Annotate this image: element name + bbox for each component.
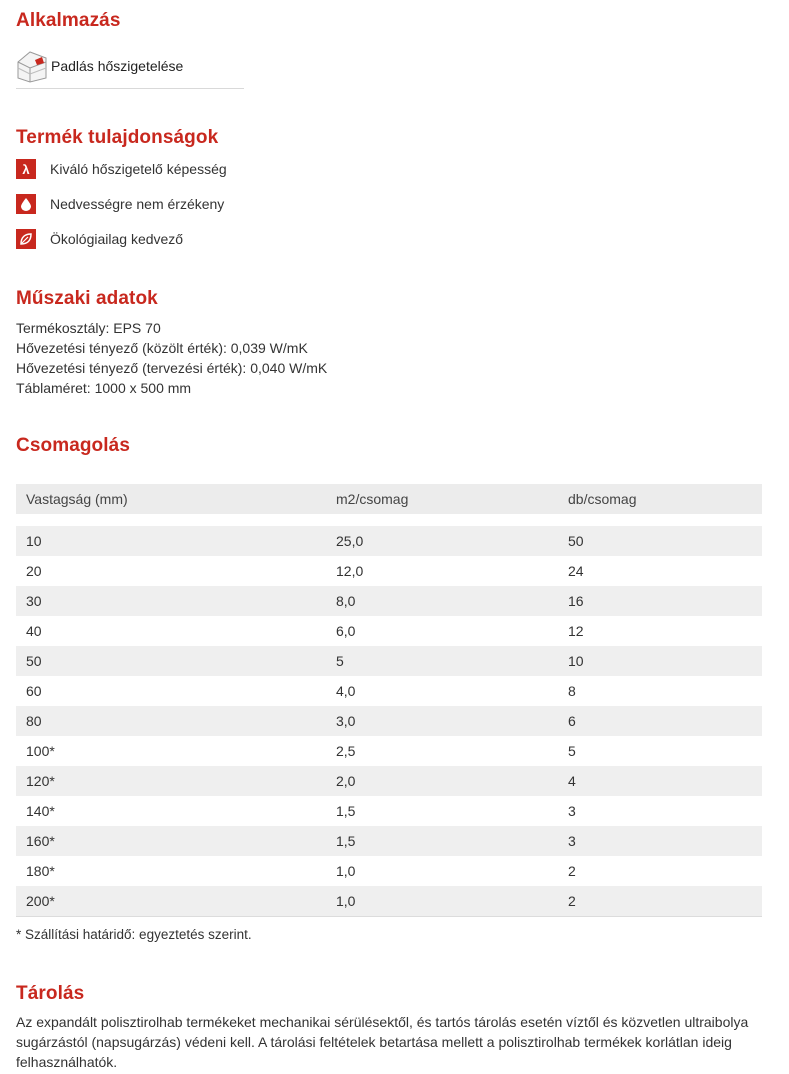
table-cell: 6,0: [326, 616, 558, 646]
table-cell: 120*: [16, 766, 326, 796]
application-heading: Alkalmazás: [16, 10, 121, 31]
table-cell: 12,0: [326, 556, 558, 586]
table-row: [16, 556, 762, 586]
application-item-label: Padlás hőszigetelése: [51, 58, 184, 74]
table-body: [16, 514, 762, 917]
column-header: m2/csomag: [326, 484, 558, 514]
application-item[interactable]: [16, 44, 244, 89]
table-cell: 2,0: [326, 766, 558, 796]
table-row: [16, 856, 762, 886]
leaf-icon: [16, 229, 36, 249]
storage-text: Az expandált polisztirolhab termékeket mechanikai sérülésektől, és tartós tárolás esetén víztől és közvetlen ultraibolya sugárzástól (napsugárzás) védeni kell. A tárolási feltételek betartása mellett a polisztirolhab termékek korlátlan ideig felhasználhatók.: [16, 1014, 749, 1070]
property-ecology: [16, 228, 183, 250]
table-cell: 25,0: [326, 526, 558, 556]
table-cell: 6: [558, 706, 762, 736]
table-cell: 80: [16, 706, 326, 736]
table-row: [16, 796, 762, 826]
table-row: [16, 616, 762, 646]
table-cell: 4,0: [326, 676, 558, 706]
table-row: [16, 586, 762, 616]
table-cell: 1,5: [326, 796, 558, 826]
table-cell: 1,0: [326, 886, 558, 917]
table-cell: 200*: [16, 886, 326, 917]
delivery-note: * Szállítási határidő: egyeztetés szerint.: [16, 927, 252, 942]
table-cell: 12: [558, 616, 762, 646]
table-row: [16, 736, 762, 766]
table-cell: 4: [558, 766, 762, 796]
property-label: Nedvességre nem érzékeny: [50, 196, 225, 212]
column-header: Vastagság (mm): [16, 484, 326, 514]
table-cell: 2,5: [326, 736, 558, 766]
table-cell: 2: [558, 886, 762, 917]
table-row: [16, 706, 762, 736]
table-cell: 50: [558, 526, 762, 556]
table-header-row: [16, 484, 762, 514]
table-row: [16, 766, 762, 796]
packaging-table: [16, 484, 762, 917]
table-cell: 100*: [16, 736, 326, 766]
table-cell: 16: [558, 586, 762, 616]
table-cell: 1,5: [326, 826, 558, 856]
table-cell: 3: [558, 796, 762, 826]
attic-house-icon: [16, 48, 48, 84]
technical-line: Hővezetési tényező (tervezési érték): 0,040 W/mK: [16, 360, 328, 376]
packaging-heading: Csomagolás: [16, 435, 130, 456]
property-label: Ökológiailag kedvező: [50, 231, 184, 247]
table-row: [16, 526, 762, 556]
table-row: [16, 676, 762, 706]
table-cell: 2: [558, 856, 762, 886]
table-cell: 180*: [16, 856, 326, 886]
table-cell: 5: [558, 736, 762, 766]
table-cell: 30: [16, 586, 326, 616]
property-label: Kiváló hőszigetelő képesség: [50, 161, 227, 177]
property-insulation: [16, 158, 227, 180]
table-cell: 60: [16, 676, 326, 706]
column-header: db/csomag: [558, 484, 762, 514]
table-cell: 10: [558, 646, 762, 676]
table-cell: 40: [16, 616, 326, 646]
technical-heading: Műszaki adatok: [16, 288, 158, 309]
storage-heading: Tárolás: [16, 983, 85, 1004]
table-cell: 10: [16, 526, 326, 556]
table-cell: 5: [326, 646, 558, 676]
table-row: [16, 826, 762, 856]
property-moisture: [16, 193, 224, 215]
water-drop-icon: [16, 194, 36, 214]
technical-line: Táblaméret: 1000 x 500 mm: [16, 380, 192, 396]
technical-line: Termékosztály: EPS 70: [16, 320, 161, 336]
table-cell: 8: [558, 676, 762, 706]
table-row: [16, 886, 762, 917]
table-cell: 24: [558, 556, 762, 586]
table-cell: 3,0: [326, 706, 558, 736]
table-cell: 160*: [16, 826, 326, 856]
table-cell: 1,0: [326, 856, 558, 886]
table-cell: 140*: [16, 796, 326, 826]
technical-line: Hővezetési tényező (közölt érték): 0,039 W/mK: [16, 340, 308, 356]
table-cell: 3: [558, 826, 762, 856]
table-row: [16, 646, 762, 676]
properties-heading: Termék tulajdonságok: [16, 127, 219, 148]
table-cell: 50: [16, 646, 326, 676]
table-cell: 8,0: [326, 586, 558, 616]
lambda-icon: λ: [16, 159, 36, 179]
table-cell: 20: [16, 556, 326, 586]
